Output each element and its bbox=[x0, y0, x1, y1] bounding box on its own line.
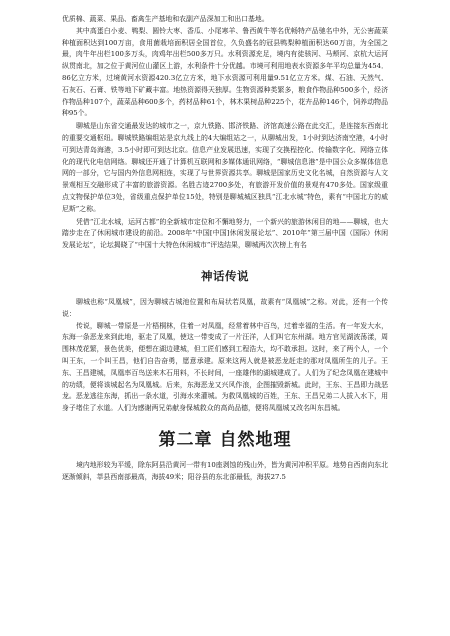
paragraph-transportation-tourism: 聊城是山东省交通最发达的城市之一，京九铁路、邯济铁路、济馆高速公路在此交汇，是连接东西南北的重要交通枢纽。聊城铁路编组站是京九线上的4大编组站之一，从聊城出发，1小时到达济南空港，4小时可到达青岛海港，3.5小时即可到达北京。信息产业发展迅速，实现了交换程控化、传输数字化、网络立体化的现代化电信网络。聊城还开通了计算机互联网和多媒体通讯网络，“聊城信息港”是中国公众多媒体信息网的一部分，它与国内外信息网相连，实现了与世界资源共享。聊城是国家历史文化名城，自然资源与人文景观相互交融形成了丰富的旅游资源。名胜古迹2700多处，有旅游开发价值的景观有470多处。国家级重点文物保护单位3处，省级重点保护单位15处，特别是聊城城区独具“江北水城”特色，素有“中国北方的威尼斯”之称。 bbox=[62, 122, 388, 213]
section-title-legend: 神话传说 bbox=[201, 268, 249, 283]
page-content bbox=[62, 14, 388, 484]
chapter-title: 第二章 自然地理 bbox=[158, 429, 292, 450]
paragraph-intro-tail: 优质棉、蔬菜、果品、畜禽生产基地和农副产品深加工和出口基地。 bbox=[62, 15, 269, 23]
paragraph-phoenix-city-intro: 聊城也称“凤凰城”，因为聊城古城池位置和布局状若凤凰，故素有“凤凰城”之称。对此，还有一个传说： bbox=[62, 297, 388, 318]
paragraph-agriculture-resources: 其中高蛋白小麦、鸭梨、圆铃大枣、香瓜、小尾寒羊、鲁西黄牛等名优畅特产品驰名中外，无公害蔬菜种植面积达到100万亩，食用菌栽培面积居全国首位，久负盛名的冠县鸭梨种植面积达60万亩，为全国之最，肉牛年出栏100多万头，肉鸡年出栏500多万只。水利资源充足，境内有徒骇河、马颊河、京杭大运河纵贯南北，加之位于黄河位山灌区上游，水利条件十分优越。市境可利用地表水资源多年平均总量为454．86亿立方米，过境黄河水资源420.3亿立方米，地下水资源可利用量9.51亿立方米。煤、石油、天然气、石灰石、石膏、铁等地下矿藏丰富。地热资源得天独厚。生物资源种类繁多，粮食作物品种500多个，经济作物品种107个，蔬菜品种600多个，药材品种61个，林木果树品种225个，花卉品种146个，饲养动物品种95个。 bbox=[62, 26, 388, 118]
paragraph-terrain: 境内地形较为平缓，除东阿县沿黄河一带有10座剥蚀的残山外，皆为黄河冲积平原。地势自西南向东北逐渐倾斜，莘县西南部最高，海拔49米；阳谷县的东北部最低，海拔27.5 bbox=[62, 460, 388, 481]
paragraph-leisure-city: 凭借“江北水城，运河古都”的全新城市定位和不懈地努力，一个新兴的旅游休闲目的地——聊城，也大踏步走在了休闲城市建设的前沿。2008年“中国[中国]休闲发展论坛”、2010年“第三届中国（国际）休闲发展论坛”，论坛揭晓了“中国十大特色休闲城市”评选结果，聊城两次次榜上有名 bbox=[62, 217, 388, 250]
paragraph-phoenix-legend: 传说，聊城一带原是一片梧桐林，住着一对凤凰，经常着林中百鸟，过着幸福的生活。有一年发大水，东海一条恶龙来到此地，驱走了凤凰，使这一带变成了一片汪洋，人们叫它东州湖。地方官见湖波荡漾，周围林茂花繁，景色优美，便想在湖边建城，但工匠们感到工程浩大，均不敢承担。这时，来了两个人，一个叫王东，一个叫王昌，他们自告奋勇，愿意承建。原来这两人就是被恶龙赶走的那对凤凰所生的儿子。王东、王昌建城，凤凰率百鸟送来木石用料，不长时间，一座雄伟的湖城建成了。人们为了纪念凤凰在建城中的功绩，便将该城起名为凤凰城。后来，东海恶龙又兴风作浪，企图摧毁新城。此时，王东、王昌即力战恶龙。恶龙逃往东海，抓出一条水道，引海水来灌城。为救凤凰城的百姓，王东、王昌兄弟二人拔入水下，用身子堵住了水道。人们为感谢两兄弟献身保城救众的高尚品德，便将凤凰城又改名叫东昌城。 bbox=[62, 321, 388, 413]
